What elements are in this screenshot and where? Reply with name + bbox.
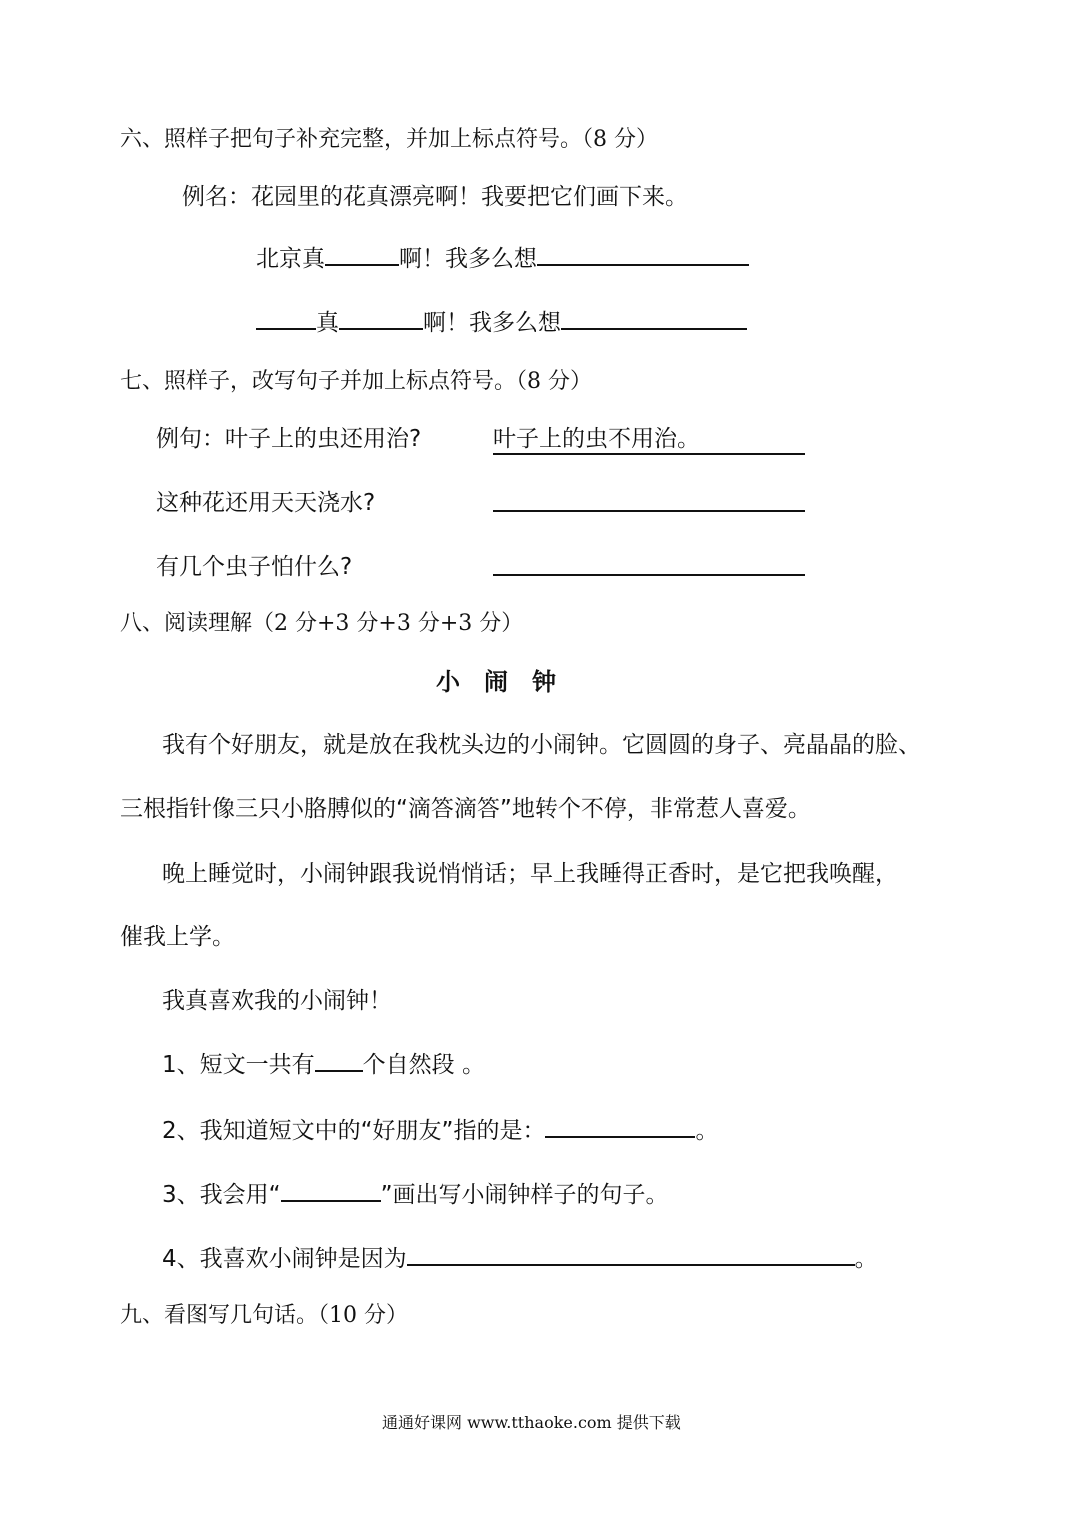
q8-sub-4-text-b: 。 (854, 1246, 878, 1272)
answer-blank[interactable] (537, 240, 749, 266)
passage-p2-line2: 催我上学。 (120, 924, 235, 950)
q8-sub-1-text-a: 1、短文一共有 (162, 1052, 315, 1078)
underline-sample (281, 1176, 381, 1202)
q6-line2-text-a: 真 (316, 310, 339, 336)
q6-line2-text-b: 啊！我多么想 (423, 310, 561, 336)
q6-heading: 六、照样子把句子补充完整，并加上标点符号。（8 分） (120, 127, 658, 152)
passage-p3: 我真喜欢我的小闹钟！ (162, 988, 392, 1014)
q8-sub-1-text-b: 个自然段 。 (362, 1052, 485, 1078)
answer-blank[interactable] (407, 1240, 855, 1266)
q7-example-question: 例句：叶子上的虫还用治? (156, 426, 422, 452)
q6-line1-text-a: 北京真 (256, 246, 325, 272)
passage-title: 小闹钟 (436, 668, 580, 696)
q8-sub-4-text-a: 4、我喜欢小闹钟是因为 (162, 1246, 407, 1272)
q6-line1 (256, 240, 749, 273)
q7-heading: 七、照样子，改写句子并加上标点符号。（8 分） (120, 369, 592, 394)
q6-line1-text-b: 啊！我多么想 (399, 246, 537, 272)
passage-p1-line1: 我有个好朋友，就是放在我枕头边的小闹钟。它圆圆的身子、亮晶晶的脸、 (162, 732, 921, 758)
q6-example: 例名：花园里的花真漂亮啊！我要把它们画下来。 (182, 184, 688, 210)
answer-line[interactable] (493, 574, 805, 576)
answer-blank[interactable] (315, 1046, 363, 1072)
page-footer: 通通好课网 www.tthaoke.com 提供下载 (382, 1413, 681, 1432)
q6-line2 (256, 304, 747, 337)
q9-heading: 九、看图写几句话。（10 分） (120, 1303, 408, 1328)
q7-example-answer: 叶子上的虫不用治。 (493, 420, 805, 455)
passage-p1-line2: 三根指针像三只小胳膊似的“滴答滴答”地转个不停，非常惹人喜爱。 (120, 796, 811, 822)
q8-heading: 八、阅读理解（2 分+3 分+3 分+3 分） (120, 611, 524, 636)
answer-blank[interactable] (256, 304, 316, 330)
q8-sub-3 (162, 1176, 668, 1209)
answer-blank[interactable] (325, 240, 399, 266)
q8-sub-1 (162, 1046, 485, 1079)
q8-sub-2-text-a: 2、我知道短文中的“好朋友”指的是： (162, 1118, 546, 1144)
passage-p2-line1: 晚上睡觉时，小闹钟跟我说悄悄话；早上我睡得正香时，是它把我唤醒， (162, 861, 898, 887)
q8-sub-4 (162, 1240, 878, 1273)
answer-blank[interactable] (561, 304, 747, 330)
answer-blank[interactable] (339, 304, 423, 330)
q7-item-1: 这种花还用天天浇水? (156, 490, 376, 516)
q8-sub-2-text-b: 。 (695, 1118, 719, 1144)
q7-item-2: 有几个虫子怕什么? (156, 554, 353, 580)
answer-line[interactable] (493, 510, 805, 512)
q8-sub-3-text-a: 3、我会用“ (162, 1182, 281, 1208)
answer-blank[interactable] (545, 1112, 695, 1138)
q8-sub-2 (162, 1112, 718, 1145)
q8-sub-3-text-b: ”画出写小闹钟样子的句子。 (380, 1182, 669, 1208)
